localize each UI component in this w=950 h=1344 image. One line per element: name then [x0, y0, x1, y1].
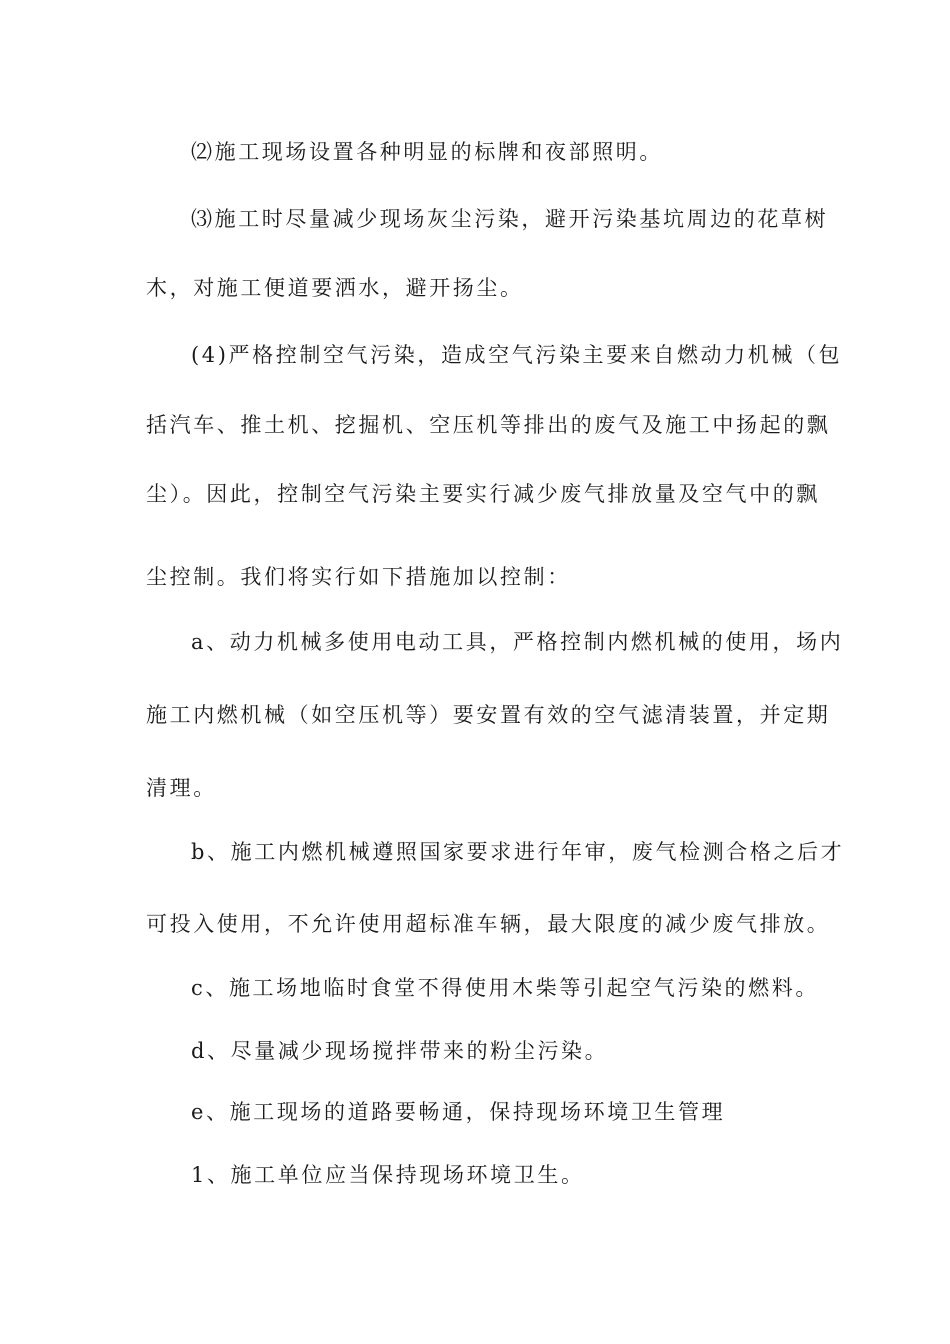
paragraph-line: e、施工现场的道路要畅通，保持现场环境卫生管理 — [191, 1100, 726, 1124]
paragraph-line: a、动力机械多使用电动工具，严格控制内燃机械的使用，场内 — [191, 630, 844, 654]
paragraph-line: (4)严格控制空气污染，造成空气污染主要来自燃动力机械（包 — [191, 343, 843, 367]
paragraph-line: 木，对施工便道要洒水，避开扬尘。 — [146, 276, 524, 300]
paragraph-line: c、施工场地临时食堂不得使用木柴等引起空气污染的燃料。 — [191, 976, 819, 1000]
paragraph-line: d、尽量减少现场搅拌带来的粉尘污染。 — [191, 1039, 609, 1063]
paragraph-line: 1、施工单位应当保持现场环境卫生。 — [191, 1163, 585, 1187]
paragraph-line: 尘）。因此，控制空气污染主要实行减少废气排放量及空气中的飘 — [146, 482, 820, 506]
paragraph-line: 括汽车、推土机、挖掘机、空压机等排出的废气及施工中扬起的飘 — [146, 413, 831, 437]
paragraph-line: 尘控制。我们将实行如下措施加以控制： — [146, 565, 571, 589]
paragraph-line: 施工内燃机械（如空压机等）要安置有效的空气滤清装置，并定期 — [146, 703, 831, 727]
paragraph-line: b、施工内燃机械遵照国家要求进行年审，废气检测合格之后才 — [191, 840, 845, 864]
paragraph-line: 可投入使用，不允许使用超标准车辆，最大限度的减少废气排放。 — [146, 912, 831, 936]
paragraph-line: 清理。 — [146, 776, 217, 800]
paragraph-line: ⑶施工时尽量减少现场灰尘污染，避开污染基坑周边的花草树 — [191, 207, 829, 231]
paragraph-line: ⑵施工现场设置各种明显的标牌和夜部照明。 — [191, 140, 663, 164]
